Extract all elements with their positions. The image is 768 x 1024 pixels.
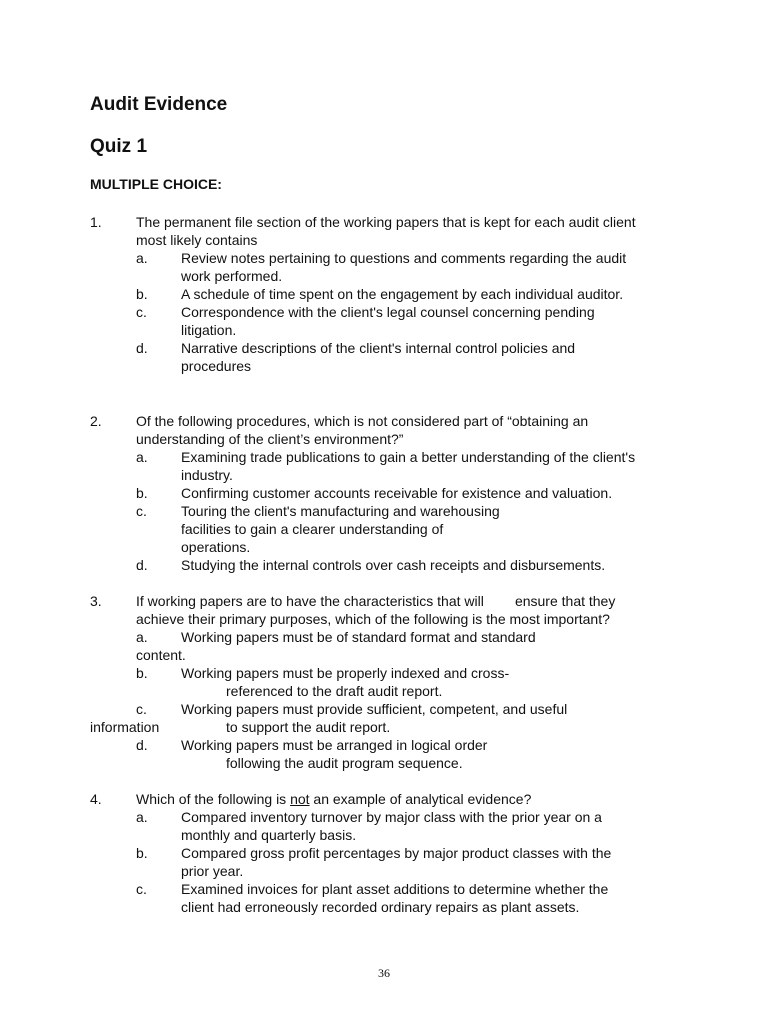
option-text: Studying the internal controls over cash receipts and disbursements. <box>181 557 606 573</box>
option-text: procedures <box>181 358 252 374</box>
option-text: facilities to gain a clearer understanding of <box>181 521 444 537</box>
option-letter: a. <box>136 449 148 465</box>
option-letter: c. <box>136 304 147 320</box>
option-text: Examined invoices for plant asset additions to determine whether the <box>181 881 609 897</box>
question-stem: understanding of the client’s environment?” <box>136 431 404 447</box>
question-stem: The permanent file section of the working papers that is kept for each audit client <box>136 214 636 230</box>
option-text: Narrative descriptions of the client's internal control policies and <box>181 340 576 356</box>
option-letter: a. <box>136 809 148 825</box>
option-letter: c. <box>136 881 147 897</box>
document-title: Audit Evidence <box>90 94 228 115</box>
question-stem: most likely contains <box>136 232 258 248</box>
option-text: following the audit program sequence. <box>226 755 463 771</box>
stem-underlined-word: not <box>290 791 310 807</box>
option-text: Examining trade publications to gain a better understanding of the client's <box>181 449 636 465</box>
option-text: Compared gross profit percentages by major product classes with the <box>181 845 612 861</box>
option-text: information <box>90 719 160 735</box>
option-letter: d. <box>136 737 148 753</box>
stem-text: an example of analytical evidence? <box>309 791 532 807</box>
option-text: work performed. <box>181 268 283 284</box>
option-text: Compared inventory turnover by major class with the prior year on a <box>181 809 602 825</box>
question-number: 2. <box>90 413 102 429</box>
option-text: A schedule of time spent on the engagement by each individual auditor. <box>181 286 624 302</box>
page-number: 36 <box>378 966 390 980</box>
option-text: operations. <box>181 539 251 555</box>
option-text: Confirming customer accounts receivable for existence and valuation. <box>181 485 613 501</box>
option-text: client had erroneously recorded ordinary repairs as plant assets. <box>181 899 580 915</box>
stem-text: Which of the following is <box>136 791 291 807</box>
option-letter: b. <box>136 485 148 501</box>
option-text: Review notes pertaining to questions and comments regarding the audit <box>181 250 627 266</box>
option-text: industry. <box>181 467 233 483</box>
option-letter: b. <box>136 286 148 302</box>
quiz-title: Quiz 1 <box>90 136 148 157</box>
option-letter: a. <box>136 250 148 266</box>
option-letter: c. <box>136 701 147 717</box>
option-text: referenced to the draft audit report. <box>226 683 443 699</box>
option-text: Touring the client's manufacturing and warehousing <box>181 503 500 519</box>
option-letter: d. <box>136 557 148 573</box>
option-letter: d. <box>136 340 148 356</box>
option-text: litigation. <box>181 322 237 338</box>
option-text: Working papers must be arranged in logical order <box>181 737 488 753</box>
question-number: 3. <box>90 593 102 609</box>
option-text: content. <box>136 647 186 663</box>
option-text: Working papers must be properly indexed and cross- <box>181 665 510 681</box>
option-text: Working papers must provide sufficient, competent, and useful <box>181 701 568 717</box>
option-letter: c. <box>136 503 147 519</box>
question-number: 1. <box>90 214 102 230</box>
option-text: to support the audit report. <box>226 719 391 735</box>
question-stem: If working papers are to have the characteristics that will ensure that they <box>136 593 616 609</box>
option-text: Working papers must be of standard format and standard <box>181 629 536 645</box>
option-letter: b. <box>136 665 148 681</box>
option-text: Correspondence with the client's legal counsel concerning pending <box>181 304 595 320</box>
section-heading: MULTIPLE CHOICE: <box>90 176 222 192</box>
question-stem: achieve their primary purposes, which of the following is the most important? <box>136 611 610 627</box>
option-text: prior year. <box>181 863 244 879</box>
question-stem: Of the following procedures, which is not considered part of “obtaining an <box>136 413 589 429</box>
question-number: 4. <box>90 791 102 807</box>
option-text: monthly and quarterly basis. <box>181 827 357 843</box>
option-letter: a. <box>136 629 148 645</box>
option-letter: b. <box>136 845 148 861</box>
question-stem <box>136 790 531 808</box>
